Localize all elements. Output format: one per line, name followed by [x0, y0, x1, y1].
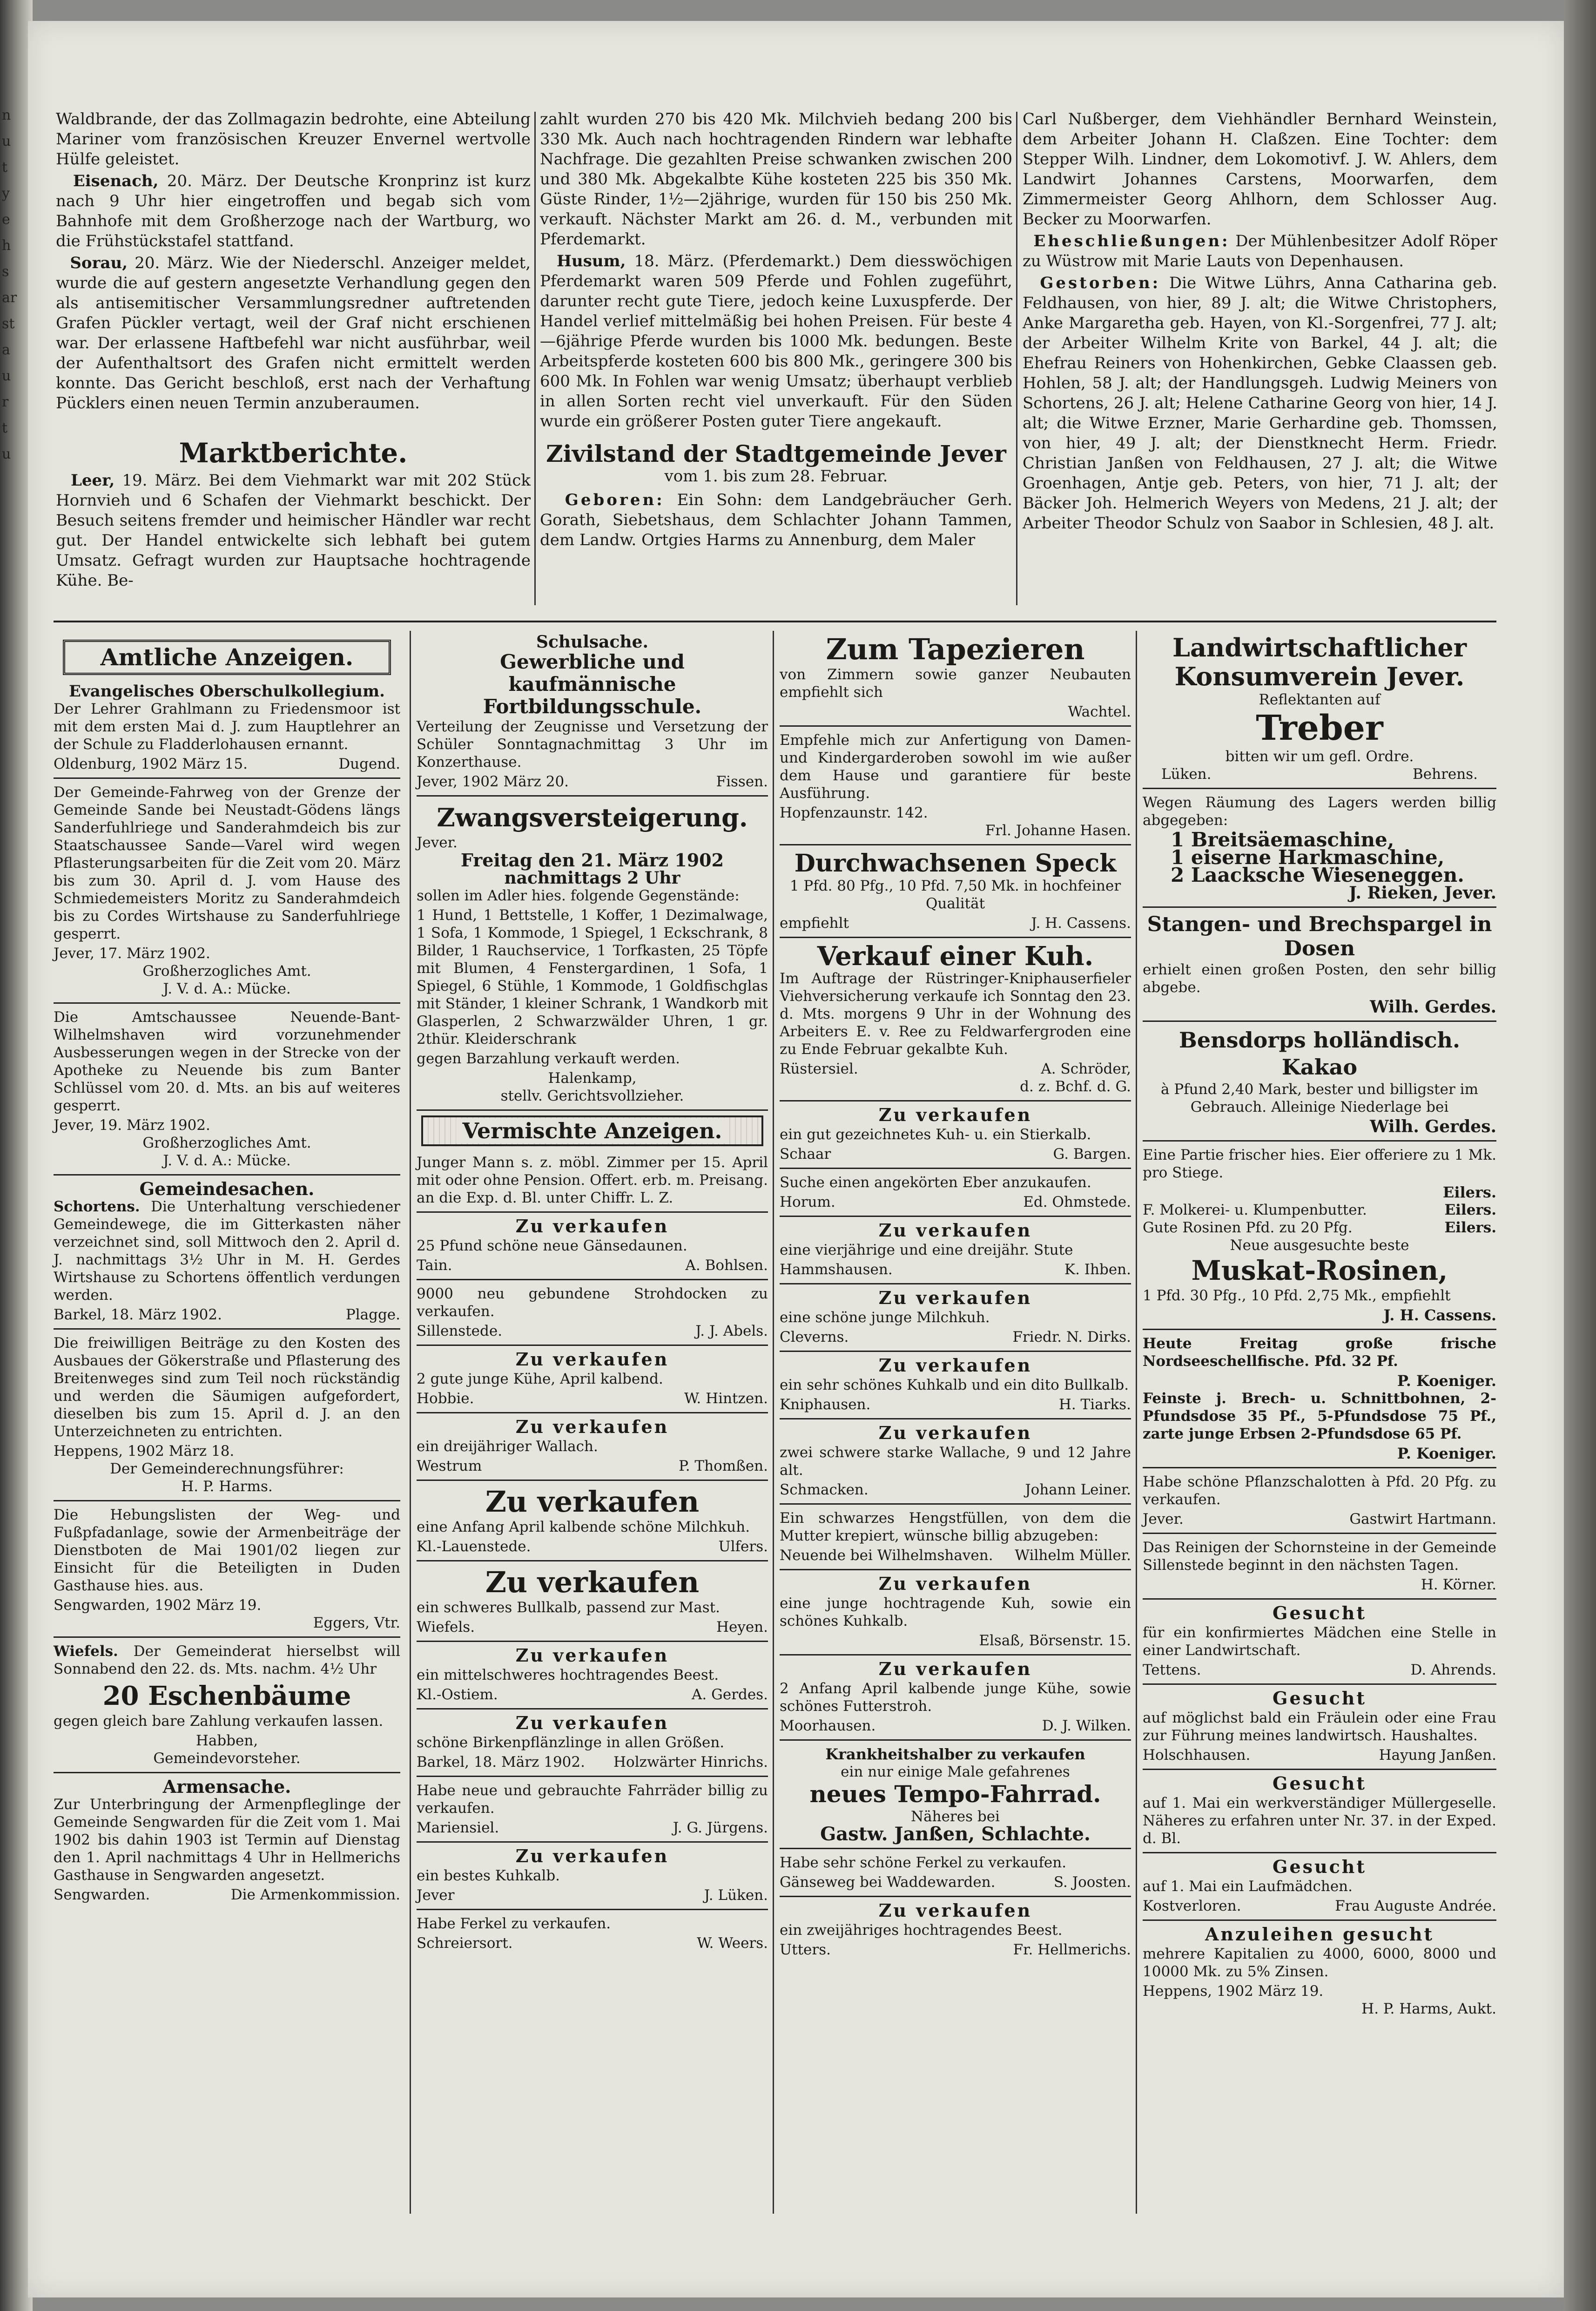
notice-text: Der Lehrer Grahlmann zu Friedensmoor ist mit dem ersten Mai d. J. zum Hauptlehrer an der Schule zu Fladderlohausen ernannt.: [54, 701, 400, 753]
top-column-1: [56, 109, 531, 593]
classified-heading: Zu verkaufen: [878, 1355, 1032, 1376]
ad-headline: Treber: [1256, 708, 1383, 748]
classified-heading: Krankheitshalber zu verkaufen: [825, 1745, 1085, 1763]
article-text: Carl Nußberger, dem Viehhändler Bernhard Weinstein, dem Arbeiter Johann H. Claßzen. Eine Tochter: dem Stepper Wilh. Lindner, dem Lokomotivf. J. W. Ahlers, dem Landwirt Johannes Carstens, Moorwarfen, dem Zimmermeister Georg Ahlhorn, dem Schlosser Aug. Becker zu Moorwarfen.: [1023, 110, 1497, 229]
divider: [54, 1500, 400, 1501]
classified-heading: Zu verkaufen: [878, 1287, 1032, 1308]
notice-headline: Gewerbliche und kaufmännische Fortbildungsschule.: [483, 650, 702, 718]
article: Geboren: Ein Sohn: dem Landgebräucher Gerh. Gorath, Siebetshaus, dem Schlachter Johann Tammen, dem Landw. Ortgies Harms zu Annenburg, dem Maler: [540, 491, 1013, 549]
classified-heading: Zu verkaufen: [515, 1645, 669, 1666]
section-heading: Marktberichte.: [179, 437, 408, 469]
classified-heading: Zu verkaufen: [515, 1845, 669, 1866]
classified-heading: Zu verkaufen: [878, 1220, 1032, 1241]
notice-text: Die Amtschaussee Neuende-Bant-Wilhelmshaven wird vorzunehmender Ausbesserungen wegen in der Strecke von der Apotheke zu Neuende bis zum Banter Schlüssel vom 20. d. Mts. an bis auf weiteres gesperrt.: [54, 1009, 400, 1114]
divider: [417, 795, 768, 797]
divider: [54, 1772, 400, 1773]
classified-heading: Gesucht: [1273, 1688, 1367, 1709]
classified-heading: Zu verkaufen: [485, 1565, 700, 1599]
notice-text: Der Gemeinde-Fahrweg von der Grenze der Gemeinde Sande bei Neustadt-Gödens längs Sanderfuhlriege und Sanderahmdeich bis zur Staatschaussee Sande—Varel wird wegen Pflasterungsarbeiten für die Zeit vom 20. März bis zum 30. April d. J. vom Hause des Schmiedemeisters Moritz zu Sanderahmdeich bis zu Cordes Wirtshause zu Sanderfuhlriege gesperrt.: [54, 784, 400, 942]
section-heading: Zivilstand der Stadtgemeinde Jever: [546, 440, 1006, 467]
article-text: zahlt wurden 270 bis 420 Mk. Milchvieh bedang 200 bis 330 Mk. Auch nach hochtragenden Rindern war lebhafte Nachfrage. Die gezahlten Preise schwanken zwischen 200 und 380 Mk. Abgekalbte Kühe kosteten 225 bis 350 Mk. Güste Rinder, 1½—2jährige, wurden für 150 bis 250 Mk. verkauft. Nächster Markt am 26. d. M., verbunden mit Pferdemarkt.: [540, 110, 1012, 249]
section-heading: Gemeindesachen.: [139, 1178, 315, 1199]
ad-headline: Bensdorps holländisch. Kakao: [1179, 1027, 1460, 1080]
article: Sorau, 20. März. Wie der Niederschl. Anzeiger meldet, wurde die auf gestern angesetzte Verhandlung gegen den als antisemitischer Versammlungsredner auftretenden Grafen Pückler vertagt, weil der Graf nicht erschienen war. Der erlassene Haftbefehl war nicht ausführbar, weil der Aufenthaltsort des Grafen nicht ermittelt werden konnte. Das Gericht beschloß, erst nach der Verhaftung Pücklers einen neuen Termin anzuberaumen.: [56, 254, 531, 412]
top-column-3: [1023, 109, 1497, 535]
section-heading: Armensache.: [162, 1776, 291, 1797]
classified-heading: Zu verkaufen: [878, 1900, 1032, 1921]
classified-heading: Zu verkaufen: [485, 1485, 700, 1519]
classified-heading: Gesucht: [1273, 1773, 1367, 1794]
notice-heading: Schulsache.: [536, 632, 649, 652]
section-divider: [54, 621, 1496, 622]
divider: [54, 1328, 400, 1330]
item-list: 1 Hund, 1 Bettstelle, 1 Koffer, 1 Dezimalwage, 1 Sofa, 1 Kommode, 1 Spiegel, 1 Eckschrank, 8 Bilder, 1 Rauchservice, 1 Torfkasten, 25 Töpfe mit Blumen, 4 Fenstergardinen, 1 Sofa, 1 Spiegel, 6 Stühle, 1 Kommode, 1 Goldfischglas mit Ständer, 1 kleiner Schrank, 1 Wandkorb mit Glasperlen, 2 Schwarzwälder Uhren, 1 gr. 2thür. Kleiderschrank: [417, 907, 768, 1047]
ads-column-1: Amtliche Anzeigen. Evangelisches Oberschulkollegium. Der Lehrer Grahlmann zu Friedensmoor ist mit dem ersten Mai d. J. zum Hauptlehrer an der Schule zu Fladderlohausen ernannt. Oldenburg, 1902 März 15. Dugend. Der Gemeinde-Fahrweg von der Grenze der Gemeinde Sande bei Neustadt-Gödens längs Sanderfuhlriege und Sanderahmdeich bis zur Staatschaussee Sande—Varel wird wegen Pflasterungsarbeiten für die Zeit vom 20. März bis zum 30. April d. J. vom Hause des Schmiedemeisters Moritz zu Sanderahmdeich bis zu Cordes Wirtshause zu Sanderfuhlriege gesperrt. Jever, 17. März 1902. Großherzogliches Amt. J. V. d. A.: Mücke. Die Amtschaussee Neuende-Bant-Wilhelmshaven wird vorzunehmender Ausbesserungen wegen in der Strecke von der Apotheke zu Neuende bis zum Banter Schlüssel vom 20. d. Mts. an bis auf weiteres gesperrt. Jever, 19. März 1902. Großherzogliches Amt. J. V. d. A.: Mücke. Gemeindesachen. Schortens. Die Unterhaltung verschiedener Gemeindewege, die im Gitterkasten näher verzeichnet sind, soll Mittwoch den 2. April d. J. nachmittags 3½ Uhr in M. H. Gerdes Wirtshause zu Schortens öffentlich verdungen werden. Barkel, 18. März 1902. Plagge. Die freiwilligen Beiträge zu den Kosten des Ausbaues der Gökerstraße und Pflasterung des Breitenweges sind zum Teil noch rückständig und werden die Säumigen aufgefordert, dieselben bis zum 15. April d. J. an den Unterzeichneten zu entrichten. Heppens, 1902 März 18. Der Gemeinderechnungsführer: H. P. Harms. Die Hebungslisten der Weg- und Fußpfadanlage, sowie der Armenbeiträge der Dienstboten de Mai 1901/02 liegen zur Einsicht für die Beteiligten in Duden Gasthause hies. aus. Sengwarden, 1902 März 19. Eggers, Vtr. Wiefels. Der Gemeinderat hierselbst will Sonnabend den 22. ds. Mts. nachm. 4½ Uhr 20 Eschenbäume gegen gleich bare Zahlung verkaufen lassen. Habben, Gemeindevorsteher. Armensache. Zur Unterbringung der Armenpfleglinge der Gemeinde Sengwarden für die Zeit vom 1. Mai 1902 bis dahin 1903 ist Termin auf Dienstag den 1. April nachmittags 4 Uhr in Hellmerichs Gasthause in Sengwarden angesetzt. Sengwarden. Die Armenkommission.: [54, 638, 400, 1904]
column-rule: [1136, 631, 1137, 2214]
page-edge-shadow: [1563, 0, 1596, 2311]
ad-headline: Durchwachsenen Speck: [794, 849, 1117, 878]
column-rule: [1016, 112, 1017, 605]
notice-signature: Oldenburg, 1902 März 15. Dugend.: [54, 756, 400, 772]
ad-headline: Landwirtschaftlicher Konsumverein Jever.: [1172, 633, 1467, 691]
classified-heading: Zu verkaufen: [878, 1658, 1032, 1679]
notice-headline: 20 Eschenbäume: [102, 1681, 351, 1711]
classified-heading: Gesucht: [1273, 1856, 1367, 1877]
section-subheading: vom 1. bis zum 28. Februar.: [664, 467, 888, 486]
notice-heading: Evangelisches Oberschulkollegium.: [69, 682, 385, 701]
ad-headline: Zum Tapezieren: [826, 632, 1085, 666]
article: Eisenach, 20. März. Der Deutsche Kronprinz ist kurz nach 9 Uhr hier eingetroffen und begab sich vom Bahnhofe mit dem Großherzoge nach der Wartburg, wo die Frühstückstafel stattfand.: [56, 172, 531, 250]
article-text: Waldbrande, der das Zollmagazin bedrohte, eine Abteilung Mariner vom französischen Kreuzer Envernel wertvolle Hülfe geleistet.: [56, 110, 531, 169]
classified-text: Junger Mann s. z. möbl. Zimmer per 15. April mit oder ohne Pension. Offert. erb. m. Preisang. an die Exp. d. Bl. unter Chiffr. L. Z.: [417, 1154, 768, 1206]
divider: [54, 777, 400, 779]
article: Husum, 18. März. (Pferdemarkt.) Dem diesswöchigen Pferdemarkt waren 509 Pferde und Fohlen zugeführt, darunter recht gute Tiere, jedoch keine Luxuspferde. Der Handel verlief mittelmäßig bei hohen Preisen. Für beste 4—6jährige Pferde wurden bis 1000 Mk. bedungen. Beste Arbeitspferde kosteten 600 bis 800 Mk., geringere 300 bis 600 Mk. In Fohlen war wenig Umsatz; überhaupt verblieb in allen Sorten recht viel unverkauft. Für den Süden wurde ein größerer Posten guter Tiere angekauft.: [540, 252, 1012, 431]
classified-heading: Zu verkaufen: [515, 1416, 669, 1437]
classified-heading: Zu verkaufen: [878, 1104, 1032, 1125]
notice-text: Die Hebungslisten der Weg- und Fußpfadanlage, sowie der Armenbeiträge der Dienstboten de Mai 1901/02 liegen zur Einsicht für die Beteiligten in Duden Gasthause hies. aus.: [54, 1507, 400, 1594]
previous-page-margin: n u t y e h s ar st a u r t u: [2, 107, 17, 462]
classified-heading: Zu verkaufen: [878, 1422, 1032, 1443]
column-rule: [534, 112, 536, 605]
notice-text: Zur Unterbringung der Armenpfleglinge der Gemeinde Sengwarden für die Zeit vom 1. Mai 1902 bis dahin 1903 ist Termin auf Dienstag den 1. April nachmittags 4 Uhr in Hellmerichs Gasthause in Sengwarden angesetzt.: [54, 1796, 400, 1884]
article: Leer, 19. März. Bei dem Viehmarkt war mit 202 Stück Hornvieh und 6 Schafen der Viehmarkt beschickt. Der Besuch seitens fremder und heimischer Händler war recht gut. Der Handel entwickelte sich lebhaft bei gutem Umsatz. Gefragt wurden zur Hauptsache hochtragende Kühe. Be-: [56, 471, 531, 590]
divider: [54, 1174, 400, 1176]
classified-heading: Zu verkaufen: [515, 1712, 669, 1733]
ads-column-3: Zum Tapezieren von Zimmern sowie ganzer Neubauten empfiehlt sich Wachtel. Empfehle mich zur Anfertigung von Damen- und Kindergarderoben sowohl im wie außer dem Hause und garantiere für beste Ausführung. Hopfenzaunstr. 142. Frl. Johanne Hasen. Durchwachsenen Speck 1 Pfd. 80 Pfg., 10 Pfd. 7,50 Mk. in hochfeiner Qualität empfiehlt J. H. Cassens. Verkauf einer Kuh. Im Auftrage der Rüstringer-Kniphauserfieler Viehversicherung verkaufe ich Sonntag den 23. d. Mts. morgens 9 Uhr in der Wohnung des Arbeiters E. v. Ree zu Feldwarfergroden eine zu Ende Februar gekalbte Kuh. Rüstersiel. A. Schröder, d. z. Bchf. d. G. Zu verkaufen ein gut gezeichnetes Kuh- u. ein Stierkalb. Schaar G. Bargen. Suche einen angekörten Eber anzukaufen. Horum. Ed. Ohmstede. Zu verkaufen eine vierjährige und eine dreijähr. Stute Hammshausen. K. Ihben. Zu verkaufen eine schöne junge Milchkuh. Cleverns. Friedr. N. Dirks. Zu verkaufen ein sehr schönes Kuhkalb und ein dito Bullkalb. Kniphausen. H. Tiarks. Zu verkaufen zwei schwere starke Wallache, 9 und 12 Jahre alt. Schmacken. Johann Leiner. Ein schwarzes Hengstfüllen, von dem die Mutter krepiert, wünsche billig abzugeben: Neuende bei Wilhelmshaven. Wilhelm Müller. Zu verkaufen eine junge hochtragende Kuh, sowie ein schönes Kuhkalb. Elsaß, Börsenstr. 15. Zu verkaufen 2 Anfang April kalbende junge Kühe, sowie schönes Futterstroh. Moorhausen. D. J. Wilken. Krankheitshalber zu verkaufen ein nur einige Male gefahrenes neues Tempo-Fahrrad. Näheres bei Gastw. Janßen, Schlachte. Habe sehr schöne Ferkel zu verkaufen. Gänseweg bei Waddewarden. S. Joosten. Zu verkaufen ein zweijähriges hochtragendes Beest. Utters. Fr. Hellmerichs.: [780, 632, 1131, 1958]
divider: [417, 1109, 768, 1111]
classified-heading: Zu verkaufen: [878, 1573, 1032, 1594]
divider: [54, 1636, 400, 1638]
ad-headline: Verkauf einer Kuh.: [817, 941, 1094, 972]
section-title-box: Vermischte Anzeigen.: [421, 1115, 763, 1146]
notice: Schortens. Die Unterhaltung verschiedener Gemeindewege, die im Gitterkasten näher verzeichnet sind, soll Mittwoch den 2. April d. J. nachmittags 3½ Uhr in M. H. Gerdes Wirtshause zu Schortens öffentlich verdungen werden.: [54, 1198, 400, 1304]
ads-column-2: Schulsache. Gewerbliche und kaufmännische Fortbildungsschule. Verteilung der Zeugnisse und Versetzung der Schüler Sonntagnachmittag 3 Uhr im Konzerthause. Jever, 1902 März 20. Fissen. Zwangsversteigerung. Jever. Freitag den 21. März 1902 nachmittags 2 Uhr sollen im Adler hies. folgende Gegenstände: 1 Hund, 1 Bettstelle, 1 Koffer, 1 Dezimalwage, 1 Sofa, 1 Kommode, 1 Spiegel, 1 Eckschrank, 8 Bilder, 1 Rauchservice, 1 Torfkasten, 25 Töpfe mit Blumen, 4 Fenstergardinen, 1 Sofa, 1 Spiegel, 6 Stühle, 1 Kommode, 1 Goldfischglas mit Ständer, 1 kleiner Schrank, 1 Wandkorb mit Glasperlen, 2 Schwarzwälder Uhren, 1 gr. 2thür. Kleiderschrank gegen Barzahlung verkauft werden. Halenkamp, stellv. Gerichtsvollzieher. Vermischte Anzeigen. Junger Mann s. z. möbl. Zimmer per 15. April mit oder ohne Pension. Offert. erb. m. Preisang. an die Exp. d. Bl. unter Chiffr. L. Z. Zu verkaufen 25 Pfund schöne neue Gänsedaunen. Tain. A. Bohlsen. 9000 neu gebundene Strohdocken zu verkaufen. Sillenstede. J. J. Abels. Zu verkaufen 2 gute junge Kühe, April kalbend. Hobbie. W. Hintzen. Zu verkaufen ein dreijähriger Wallach. Westrum P. Thomßen. Zu verkaufen eine Anfang April kalbende schöne Milchkuh. Kl.-Lauenstede. Ulfers. Zu verkaufen ein schweres Bullkalb, passend zur Mast. Wiefels. Heyen. Zu verkaufen ein mittelschweres hochtragendes Beest. Kl.-Ostiem. A. Gerdes. Zu verkaufen schöne Birkenpflänzlinge in allen Größen. Barkel, 18. März 1902. Holzwärter Hinrichs. Habe neue und gebrauchte Fahrräder billig zu verkaufen. Mariensiel. J. G. Jürgens. Zu verkaufen ein bestes Kuhkalb. Jever J. Lüken. Habe Ferkel zu verkaufen. Schreiersort. W. Weers.: [417, 632, 768, 1952]
notice-text: Die freiwilligen Beiträge zu den Kosten des Ausbaues der Gökerstraße und Pflasterung des Breitenweges sind zum Teil noch rückständig und werden die Säumigen aufgefordert, dieselben bis zum 15. April d. J. an den Unterzeichneten zu entrichten.: [54, 1335, 400, 1440]
notice: Wiefels. Der Gemeinderat hierselbst will Sonnabend den 22. ds. Mts. nachm. 4½ Uhr: [54, 1643, 400, 1677]
classified-heading: Gesucht: [1273, 1602, 1367, 1623]
divider: [54, 1002, 400, 1004]
notice-text: Verteilung der Zeugnisse und Versetzung der Schüler Sonntagnachmittag 3 Uhr im Konzerthause.: [417, 718, 768, 770]
classified-heading: Zu verkaufen: [515, 1349, 669, 1370]
ad-headline: Stangen- und Brechspargel in Dosen: [1147, 912, 1492, 960]
classified-heading: Zu verkaufen: [515, 1216, 669, 1237]
ad-headline: Muskat-Rosinen,: [1191, 1255, 1448, 1286]
column-rule: [773, 631, 774, 2214]
article: Eheschließungen: Der Mühlenbesitzer Adolf Röper zu Wüstrow mit Marie Lauts von Depenhausen.: [1023, 232, 1498, 270]
notice-headline: Zwangsversteigerung.: [437, 803, 748, 832]
article: Gestorben: Die Witwe Lührs, Anna Catharina geb. Feldhausen, von hier, 89 J. alt; die Witwe Christophers, Anke Margaretha geb. Hayen, von Kl.-Sorgenfrei, 77 J. alt; der Arbeiter Wilhelm Krite von Barkel, 44 J. alt; die Ehefrau Reiners von Hohenkirchen, Gebke Claassen geb. Hohlen, 58 J. alt; der Handlungsgeh. Ludwig Meiners von Schortens, 26 J. alt; Helene Catharine Georg von hier, 14 J. alt; die Witwe Erzner, Marie Gerhardine geb. Thomssen, von hier, 49 J. alt; der Dienstknecht Herm. Friedr. Christian Janßen von Feldhausen, 27 J. alt; die Witwe Groenhagen, Antje geb. Peters, von hier, 71 J. alt; der Bäcker Joh. Helmerich Weyers von Medens, 21 J. alt; der Arbeiter Theodor Schulz von Saabor in Schlesien, 48 J. alt.: [1023, 274, 1497, 533]
column-rule: [410, 631, 411, 2214]
ad-headline: neues Tempo-Fahrrad.: [809, 1780, 1101, 1808]
section-title-box: Amtliche Anzeigen.: [63, 640, 391, 675]
ads-column-4: Landwirtschaftlicher Konsumverein Jever. Reflektanten auf Treber bitten wir um gefl. Ordre. Lüken. Behrens. Wegen Räumung des Lagers werden billig abgegeben: 1 Breitsäemaschine, 1 eiserne Harkmaschine, 2 Laacksche Wieseneggen. J. Rieken, Jever. Stangen- und Brechspargel in Dosen erhielt einen großen Posten, den sehr billig abgebe. Wilh. Gerdes. Bensdorps holländisch. Kakao à Pfund 2,40 Mark, bester und billigster im Gebrauch. Alleinige Niederlage bei Wilh. Gerdes. Eine Partie frischer hies. Eier offeriere zu 1 Mk. pro Stiege. Eilers. F. Molkerei- u. Klumpenbutter. Eilers. Gute Rosinen Pfd. zu 20 Pfg. Eilers. Neue ausgesuchte beste Muskat-Rosinen, 1 Pfd. 30 Pfg., 10 Pfd. 2,75 Mk., empfiehlt J. H. Cassens. Heute Freitag große frische Nordseeschellfische. Pfd. 32 Pf. P. Koeniger. Feinste j. Brech- u. Schnittbohnen, 2-Pfundsdose 35 Pf., 5-Pfundsdose 75 Pf., zarte junge Erbsen 2-Pfundsdose 65 Pf. P. Koeniger. Habe schöne Pflanzschalotten à Pfd. 20 Pfg. zu verkaufen. Jever. Gastwirt Hartmann. Das Reinigen der Schornsteine in der Gemeinde Sillenstede beginnt in den nächsten Tagen. H. Körner. Gesucht für ein konfirmiertes Mädchen eine Stelle in einer Landwirtschaft. Tettens. D. Ahrends. Gesucht auf möglichst bald ein Fräulein oder eine Frau zur Führung meines landwirtsch. Haushaltes. Holschhausen. Hayung Janßen. Gesucht auf 1. Mai ein werkverständiger Müllergeselle. Näheres zu erfahren unter Nr. 37. in der Exped. d. Bl. Gesucht auf 1. Mai ein Laufmädchen. Kostverloren. Frau Auguste Andrée. Anzuleihen gesucht mehrere Kapitalien zu 4000, 6000, 8000 und 10000 Mk. zu 5% Zinsen. Heppens, 1902 März 19. H. P. Harms, Aukt.: [1143, 633, 1496, 2017]
classified-heading: Anzuleihen gesucht: [1205, 1924, 1434, 1945]
top-column-2: [540, 109, 1012, 552]
